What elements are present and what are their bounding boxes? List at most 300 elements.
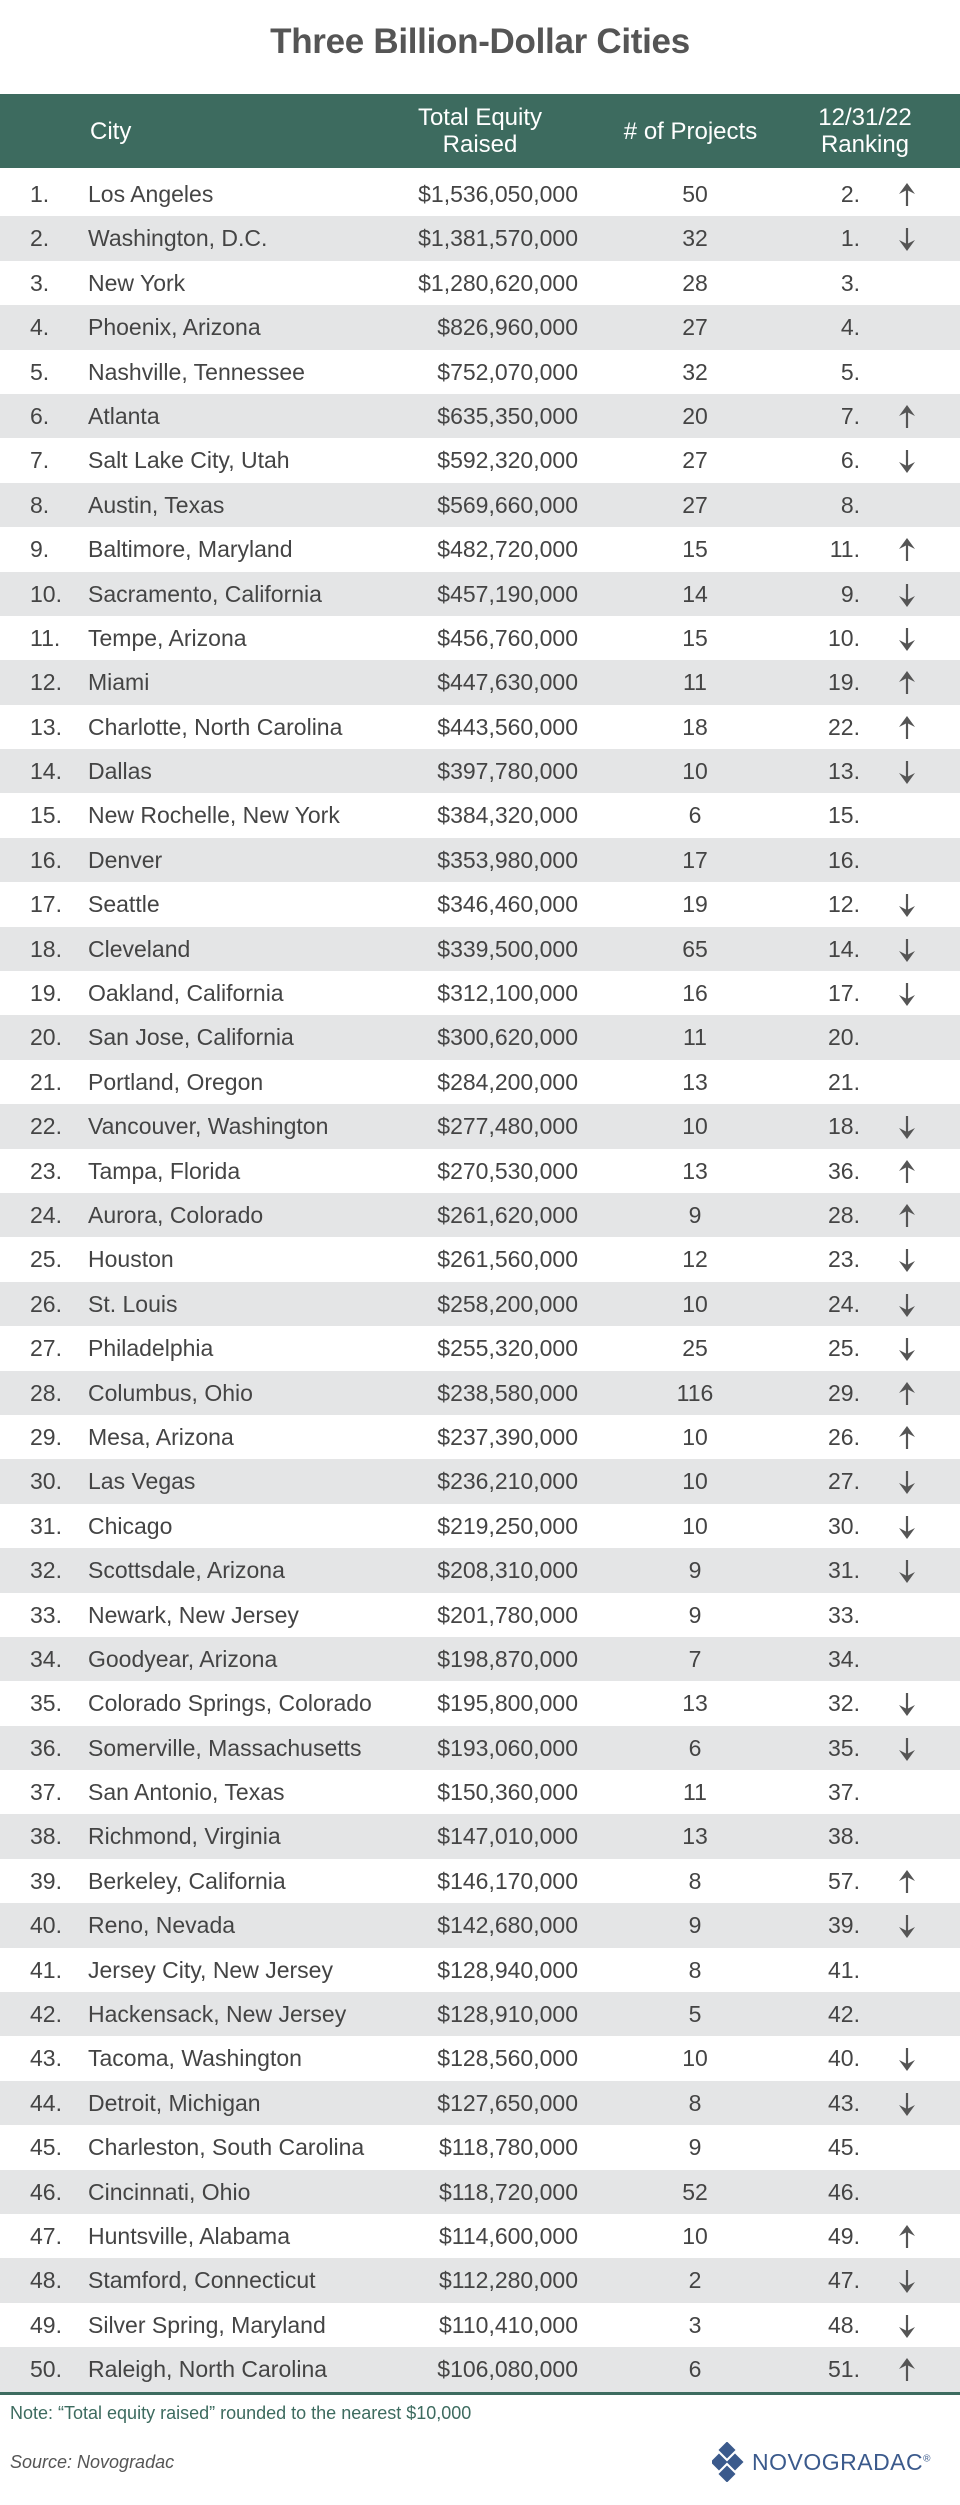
rank-cell: 12. xyxy=(30,669,62,696)
rank-cell: 28. xyxy=(30,1379,62,1406)
city-cell: New Rochelle, New York xyxy=(88,802,340,829)
prev-ranking-cell: 39. xyxy=(828,1912,860,1939)
prev-ranking-cell: 14. xyxy=(828,935,860,962)
projects-cell: 11 xyxy=(683,669,707,696)
arrow-down-icon xyxy=(896,1326,922,1370)
arrow-down-icon xyxy=(896,1548,922,1592)
arrow-placeholder xyxy=(896,1770,922,1814)
prev-ranking-cell: 16. xyxy=(828,846,860,873)
table-row xyxy=(0,1282,960,1326)
projects-cell: 9 xyxy=(688,1601,702,1628)
table-row xyxy=(0,1415,960,1459)
arrow-down-icon xyxy=(896,749,922,793)
projects-cell: 14 xyxy=(682,580,708,607)
table-row xyxy=(0,2258,960,2302)
projects-cell: 10 xyxy=(682,1423,708,1450)
equity-cell: $752,070,000 xyxy=(437,358,578,385)
table-row xyxy=(0,1859,960,1903)
rank-cell: 44. xyxy=(30,2089,62,2116)
rank-cell: 21. xyxy=(30,1068,62,1095)
rank-cell: 31. xyxy=(30,1512,62,1539)
equity-cell: $112,280,000 xyxy=(439,2267,578,2294)
table-row xyxy=(0,1149,960,1193)
prev-ranking-cell: 41. xyxy=(828,1956,860,1983)
arrow-down-icon xyxy=(896,1681,922,1725)
arrow-down-icon xyxy=(896,572,922,616)
rank-cell: 19. xyxy=(30,980,62,1007)
equity-cell: $397,780,000 xyxy=(437,758,578,785)
city-cell: Stamford, Connecticut xyxy=(88,2267,316,2294)
equity-cell: $300,620,000 xyxy=(437,1024,578,1051)
rank-cell: 5. xyxy=(30,358,50,385)
arrow-down-icon xyxy=(896,216,922,260)
prev-ranking-cell: 18. xyxy=(828,1113,860,1140)
column-header-ranking-line1: 12/31/22 xyxy=(818,104,912,131)
table-row xyxy=(0,2036,960,2080)
rank-cell: 43. xyxy=(30,2045,62,2072)
prev-ranking-cell: 23. xyxy=(828,1246,860,1273)
arrow-down-icon xyxy=(896,1237,922,1281)
prev-ranking-cell: 2. xyxy=(840,181,860,207)
projects-cell: 16 xyxy=(682,980,708,1007)
arrow-up-icon xyxy=(896,2347,922,2391)
prev-ranking-cell: 42. xyxy=(828,2001,860,2028)
equity-cell: $236,210,000 xyxy=(437,1468,578,1495)
rank-cell: 41. xyxy=(30,1956,62,1983)
prev-ranking-cell: 8. xyxy=(840,491,860,518)
column-header-equity xyxy=(380,94,580,168)
city-cell: Charlotte, North Carolina xyxy=(88,713,343,740)
table-row xyxy=(0,572,960,616)
prev-ranking-cell: 13. xyxy=(828,758,860,785)
table-row xyxy=(0,1060,960,1104)
city-cell: Vancouver, Washington xyxy=(88,1113,329,1140)
projects-cell: 10 xyxy=(682,2222,708,2249)
prev-ranking-cell: 48. xyxy=(828,2311,860,2338)
city-cell: Goodyear, Arizona xyxy=(88,1645,278,1672)
table-row xyxy=(0,483,960,527)
city-cell: Hackensack, New Jersey xyxy=(88,2001,347,2028)
city-cell: Cincinnati, Ohio xyxy=(88,2178,251,2205)
arrow-down-icon xyxy=(896,438,922,482)
city-cell: Colorado Springs, Colorado xyxy=(88,1690,372,1717)
rank-cell: 10. xyxy=(30,580,62,607)
projects-cell: 8 xyxy=(688,1956,702,1983)
arrow-up-icon xyxy=(896,172,922,216)
table-row xyxy=(0,1504,960,1548)
arrow-up-icon xyxy=(896,394,922,438)
rank-cell: 40. xyxy=(30,1912,62,1939)
equity-cell: $128,940,000 xyxy=(437,1956,578,1983)
equity-cell: $118,720,000 xyxy=(439,2178,578,2205)
rank-cell: 14. xyxy=(30,758,62,785)
projects-cell: 9 xyxy=(688,1557,702,1584)
prev-ranking-cell: 36. xyxy=(828,1157,860,1184)
rank-cell: 16. xyxy=(30,846,62,873)
prev-ranking-cell: 24. xyxy=(828,1290,860,1317)
rank-cell: 18. xyxy=(30,935,62,962)
equity-cell: $147,010,000 xyxy=(437,1823,578,1850)
city-cell: Seattle xyxy=(88,891,160,918)
rank-cell: 23. xyxy=(30,1157,62,1184)
table-row xyxy=(0,1326,960,1370)
rank-cell: 22. xyxy=(30,1113,62,1140)
table-row xyxy=(0,1593,960,1637)
logo-name: NOVOGRADAC xyxy=(752,2448,924,2475)
rank-cell: 38. xyxy=(30,1823,62,1850)
projects-cell: 50 xyxy=(682,181,708,207)
rank-cell: 15. xyxy=(30,802,62,829)
city-cell: Houston xyxy=(88,1246,174,1273)
projects-cell: 6 xyxy=(688,802,702,829)
table-row xyxy=(0,1948,960,1992)
rank-cell: 48. xyxy=(30,2267,62,2294)
projects-cell: 27 xyxy=(682,314,708,341)
prev-ranking-cell: 20. xyxy=(828,1024,860,1051)
rank-cell: 8. xyxy=(30,491,50,518)
city-cell: Miami xyxy=(88,669,150,696)
equity-cell: $238,580,000 xyxy=(437,1379,578,1406)
equity-cell: $447,630,000 xyxy=(437,669,578,696)
table-bottom-divider xyxy=(0,2392,960,2395)
table-row xyxy=(0,1903,960,1947)
rank-cell: 27. xyxy=(30,1335,62,1362)
equity-cell: $482,720,000 xyxy=(437,536,578,563)
prev-ranking-cell: 37. xyxy=(828,1779,860,1806)
rank-cell: 2. xyxy=(30,225,50,252)
prev-ranking-cell: 21. xyxy=(828,1068,860,1095)
equity-cell: $237,390,000 xyxy=(437,1423,578,1450)
projects-cell: 13 xyxy=(682,1823,708,1850)
table-row xyxy=(0,927,960,971)
rank-cell: 46. xyxy=(30,2178,62,2205)
rank-cell: 42. xyxy=(30,2001,62,2028)
table-row xyxy=(0,1681,960,1725)
table-row xyxy=(0,660,960,704)
city-cell: Detroit, Michigan xyxy=(88,2089,261,2116)
city-cell: Jersey City, New Jersey xyxy=(88,1956,333,1983)
equity-cell: $128,910,000 xyxy=(437,2001,578,2028)
city-cell: San Jose, California xyxy=(88,1024,294,1051)
projects-cell: 9 xyxy=(688,2134,702,2161)
table-row xyxy=(0,305,960,349)
rank-cell: 34. xyxy=(30,1645,62,1672)
equity-cell: $635,350,000 xyxy=(437,402,578,429)
city-cell: St. Louis xyxy=(88,1290,178,1317)
rank-cell: 24. xyxy=(30,1201,62,1228)
prev-ranking-cell: 1. xyxy=(840,225,860,252)
equity-cell: $195,800,000 xyxy=(437,1690,578,1717)
arrow-placeholder xyxy=(896,261,922,305)
city-cell: San Antonio, Texas xyxy=(88,1779,285,1806)
projects-cell: 9 xyxy=(688,1912,702,1939)
city-cell: Philadelphia xyxy=(88,1335,214,1362)
prev-ranking-cell: 35. xyxy=(828,1734,860,1761)
table-row xyxy=(0,749,960,793)
equity-cell: $118,780,000 xyxy=(439,2134,578,2161)
rank-cell: 37. xyxy=(30,1779,62,1806)
equity-cell: $208,310,000 xyxy=(437,1557,578,1584)
arrow-up-icon xyxy=(896,1371,922,1415)
equity-cell: $353,980,000 xyxy=(437,846,578,873)
projects-cell: 11 xyxy=(683,1779,707,1806)
city-cell: Phoenix, Arizona xyxy=(88,314,261,341)
prev-ranking-cell: 6. xyxy=(840,447,860,474)
prev-ranking-cell: 43. xyxy=(828,2089,860,2116)
prev-ranking-cell: 33. xyxy=(828,1601,860,1628)
arrow-down-icon xyxy=(896,1504,922,1548)
prev-ranking-cell: 19. xyxy=(828,669,860,696)
equity-cell: $146,170,000 xyxy=(437,1867,578,1894)
table-row xyxy=(0,2214,960,2258)
footnote: Note: “Total equity raised” rounded to the nearest $10,000 xyxy=(10,2403,472,2423)
projects-cell: 5 xyxy=(688,2001,702,2028)
table-row xyxy=(0,261,960,305)
prev-ranking-cell: 5. xyxy=(840,358,860,385)
arrow-placeholder xyxy=(896,1593,922,1637)
rank-cell: 7. xyxy=(30,447,50,474)
table-row xyxy=(0,1637,960,1681)
city-cell: Sacramento, California xyxy=(88,580,322,607)
table-header xyxy=(0,94,960,168)
city-cell: Reno, Nevada xyxy=(88,1912,236,1939)
equity-cell: $284,200,000 xyxy=(437,1068,578,1095)
projects-cell: 3 xyxy=(688,2311,702,2338)
equity-cell: $456,760,000 xyxy=(437,624,578,651)
table-row xyxy=(0,838,960,882)
projects-cell: 17 xyxy=(682,846,708,873)
column-header-ranking-line2: Ranking xyxy=(820,131,910,158)
equity-cell: $261,560,000 xyxy=(437,1246,578,1273)
projects-cell: 11 xyxy=(683,1024,707,1051)
rank-cell: 26. xyxy=(30,1290,62,1317)
projects-cell: 10 xyxy=(682,2045,708,2072)
rank-cell: 20. xyxy=(30,1024,62,1051)
prev-ranking-cell: 40. xyxy=(828,2045,860,2072)
projects-cell: 19 xyxy=(682,891,708,918)
city-cell: Tampa, Florida xyxy=(88,1157,241,1184)
arrow-down-icon xyxy=(896,971,922,1015)
projects-cell: 15 xyxy=(682,624,708,651)
rank-cell: 36. xyxy=(30,1734,62,1761)
rank-cell: 1. xyxy=(30,181,50,207)
novogradac-logo xyxy=(712,2440,931,2484)
table-row xyxy=(0,705,960,749)
prev-ranking-cell: 46. xyxy=(828,2178,860,2205)
city-cell: Aurora, Colorado xyxy=(88,1201,264,1228)
prev-ranking-cell: 15. xyxy=(828,802,860,829)
prev-ranking-cell: 31. xyxy=(828,1557,860,1584)
logo-wordmark xyxy=(752,2449,931,2476)
table-row xyxy=(0,438,960,482)
city-cell: Huntsville, Alabama xyxy=(88,2222,290,2249)
arrow-placeholder xyxy=(896,350,922,394)
city-cell: Charleston, South Carolina xyxy=(88,2134,365,2161)
prev-ranking-cell: 38. xyxy=(828,1823,860,1850)
arrow-placeholder xyxy=(896,2125,922,2169)
equity-cell: $198,870,000 xyxy=(437,1645,578,1672)
rank-cell: 9. xyxy=(30,536,50,563)
equity-cell: $592,320,000 xyxy=(437,447,578,474)
rank-cell: 3. xyxy=(30,269,50,296)
table-row xyxy=(0,2347,960,2391)
prev-ranking-cell: 30. xyxy=(828,1512,860,1539)
city-cell: Berkeley, California xyxy=(88,1867,286,1894)
projects-cell: 2 xyxy=(688,2267,702,2294)
rank-cell: 45. xyxy=(30,2134,62,2161)
arrow-up-icon xyxy=(896,527,922,571)
column-header-equity-line2: Raised xyxy=(442,131,518,158)
prev-ranking-cell: 34. xyxy=(828,1645,860,1672)
equity-cell: $127,650,000 xyxy=(437,2089,578,2116)
table-row xyxy=(0,882,960,926)
arrow-down-icon xyxy=(896,2303,922,2347)
prev-ranking-cell: 27. xyxy=(828,1468,860,1495)
rank-cell: 13. xyxy=(30,713,62,740)
city-cell: Atlanta xyxy=(88,402,160,429)
table-row xyxy=(0,2081,960,2125)
city-cell: Tempe, Arizona xyxy=(88,624,247,651)
table-row xyxy=(0,527,960,571)
projects-cell: 12 xyxy=(682,1246,708,1273)
prev-ranking-cell: 29. xyxy=(828,1379,860,1406)
arrow-down-icon xyxy=(896,1726,922,1770)
column-header-ranking xyxy=(790,94,940,168)
table-row xyxy=(0,2125,960,2169)
equity-cell: $277,480,000 xyxy=(437,1113,578,1140)
projects-cell: 52 xyxy=(682,2178,708,2205)
equity-cell: $150,360,000 xyxy=(437,1779,578,1806)
prev-ranking-cell: 45. xyxy=(828,2134,860,2161)
prev-ranking-cell: 9. xyxy=(840,580,860,607)
rank-cell: 33. xyxy=(30,1601,62,1628)
equity-cell: $270,530,000 xyxy=(437,1157,578,1184)
column-header-equity-line1: Total Equity xyxy=(417,104,543,131)
rank-cell: 29. xyxy=(30,1423,62,1450)
projects-cell: 32 xyxy=(682,225,708,252)
equity-cell: $258,200,000 xyxy=(437,1290,578,1317)
rank-cell: 50. xyxy=(30,2356,62,2383)
equity-cell: $106,080,000 xyxy=(437,2356,578,2383)
projects-cell: 28 xyxy=(682,269,708,296)
arrow-placeholder xyxy=(896,838,922,882)
equity-cell: $457,190,000 xyxy=(437,580,578,607)
projects-cell: 10 xyxy=(682,758,708,785)
projects-cell: 10 xyxy=(682,1468,708,1495)
projects-cell: 6 xyxy=(688,2356,702,2383)
city-cell: Washington, D.C. xyxy=(88,225,268,252)
source-credit: Source: Novogradac xyxy=(10,2452,175,2472)
city-cell: Salt Lake City, Utah xyxy=(88,447,290,474)
equity-cell: $312,100,000 xyxy=(437,980,578,1007)
equity-cell: $255,320,000 xyxy=(437,1335,578,1362)
prev-ranking-cell: 10. xyxy=(828,624,860,651)
projects-cell: 10 xyxy=(682,1113,708,1140)
table-row xyxy=(0,394,960,438)
projects-cell: 27 xyxy=(682,447,708,474)
table-row xyxy=(0,216,960,260)
table-row xyxy=(0,1770,960,1814)
equity-cell: $443,560,000 xyxy=(437,713,578,740)
column-header-projects xyxy=(608,94,773,168)
prev-ranking-cell: 7. xyxy=(840,402,860,429)
rank-cell: 6. xyxy=(30,402,50,429)
projects-cell: 20 xyxy=(682,402,708,429)
equity-cell: $201,780,000 xyxy=(437,1601,578,1628)
column-header-city xyxy=(90,94,131,168)
city-cell: Cleveland xyxy=(88,935,191,962)
arrow-down-icon xyxy=(896,927,922,971)
equity-cell: $569,660,000 xyxy=(437,491,578,518)
arrow-up-icon xyxy=(896,1415,922,1459)
city-cell: Scottsdale, Arizona xyxy=(88,1557,285,1584)
equity-cell: $1,536,050,000 xyxy=(418,181,578,207)
equity-cell: $142,680,000 xyxy=(437,1912,578,1939)
arrow-down-icon xyxy=(896,1104,922,1148)
table-row xyxy=(0,1992,960,2036)
prev-ranking-cell: 22. xyxy=(828,713,860,740)
prev-ranking-cell: 28. xyxy=(828,1201,860,1228)
prev-ranking-cell: 51. xyxy=(828,2356,860,2383)
table-row xyxy=(0,971,960,1015)
equity-cell: $219,250,000 xyxy=(437,1512,578,1539)
page-title: Three Billion-Dollar Cities xyxy=(270,22,690,61)
equity-cell: $384,320,000 xyxy=(437,802,578,829)
table-row xyxy=(0,2170,960,2214)
arrow-down-icon xyxy=(896,1903,922,1947)
rank-cell: 17. xyxy=(30,891,62,918)
table-row xyxy=(0,1726,960,1770)
projects-cell: 65 xyxy=(682,935,708,962)
column-header-city-label: City xyxy=(90,117,132,145)
logo-registered-mark: ® xyxy=(923,2452,932,2464)
arrow-placeholder xyxy=(896,1060,922,1104)
arrow-placeholder xyxy=(896,1814,922,1858)
table-row xyxy=(0,793,960,837)
table-row xyxy=(0,1814,960,1858)
rank-cell: 30. xyxy=(30,1468,62,1495)
arrow-placeholder xyxy=(896,1992,922,2036)
city-cell: Denver xyxy=(88,846,163,873)
prev-ranking-cell: 3. xyxy=(840,269,860,296)
prev-ranking-cell: 12. xyxy=(828,891,860,918)
rank-cell: 11. xyxy=(30,624,61,651)
city-cell: Las Vegas xyxy=(88,1468,196,1495)
rank-cell: 4. xyxy=(30,314,50,341)
projects-cell: 7 xyxy=(688,1645,702,1672)
arrow-up-icon xyxy=(896,2214,922,2258)
projects-cell: 13 xyxy=(682,1068,708,1095)
projects-cell: 9 xyxy=(688,1201,702,1228)
rank-cell: 35. xyxy=(30,1690,62,1717)
rank-cell: 49. xyxy=(30,2311,62,2338)
table-row xyxy=(0,1371,960,1415)
table-row xyxy=(0,1193,960,1237)
logo-diamond-icon xyxy=(712,2442,746,2482)
projects-cell: 32 xyxy=(682,358,708,385)
equity-cell: $193,060,000 xyxy=(437,1734,578,1761)
rank-cell: 47. xyxy=(30,2222,62,2249)
arrow-placeholder xyxy=(896,2170,922,2214)
projects-cell: 13 xyxy=(682,1690,708,1717)
projects-cell: 27 xyxy=(682,491,708,518)
city-cell: Mesa, Arizona xyxy=(88,1423,234,1450)
city-cell: Los Angeles xyxy=(88,181,214,207)
city-cell: Newark, New Jersey xyxy=(88,1601,299,1628)
city-cell: Nashville, Tennessee xyxy=(88,358,305,385)
arrow-placeholder xyxy=(896,1948,922,1992)
projects-cell: 13 xyxy=(682,1157,708,1184)
